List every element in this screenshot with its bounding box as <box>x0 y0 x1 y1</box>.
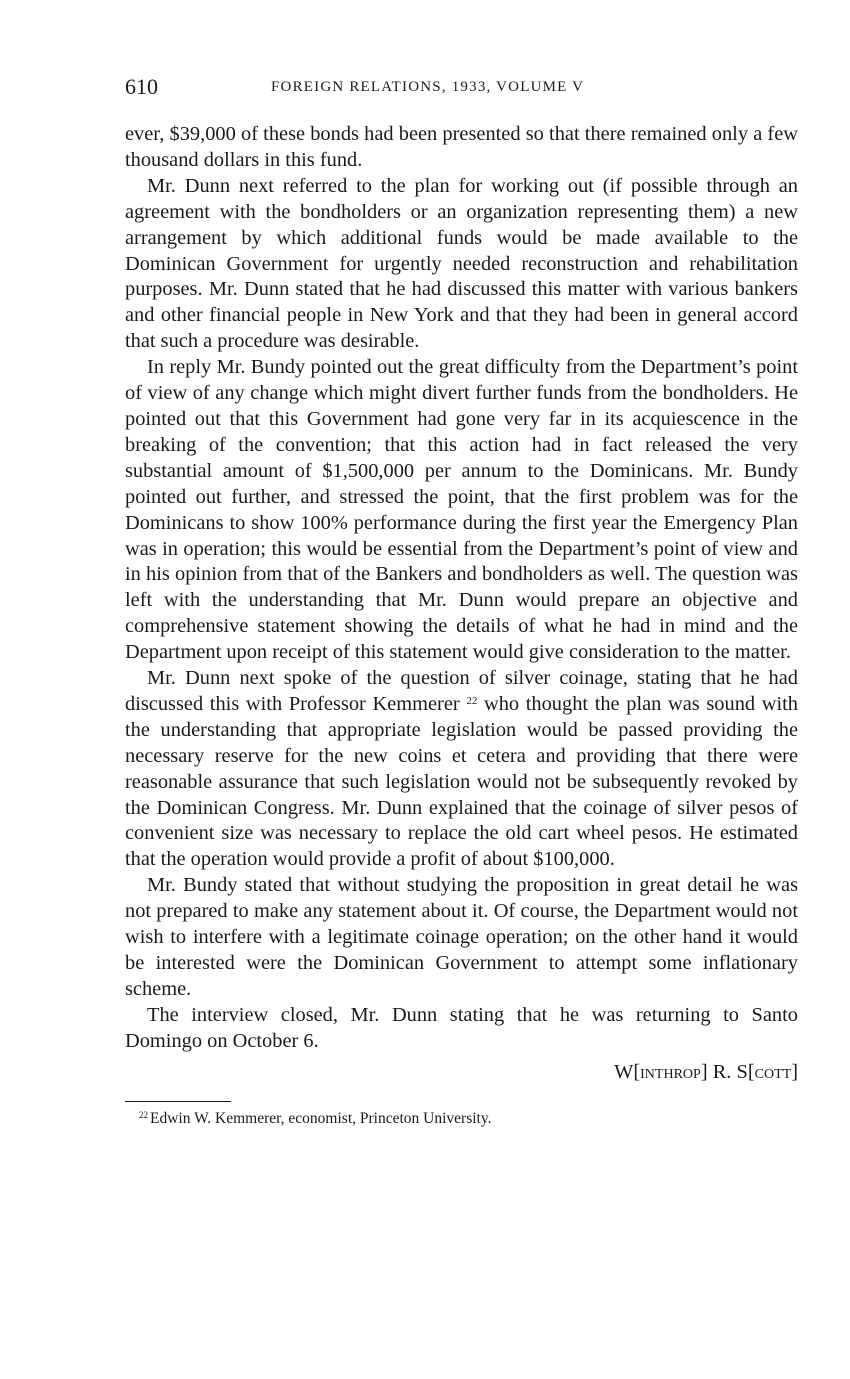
footnote-text: Edwin W. Kemmerer, economist, Princeton University. <box>150 1109 492 1127</box>
document-page <box>125 72 798 1130</box>
paragraph-4-start: Mr. Dunn next spoke of the question of silver coinage, stating that he had discussed this with Professor Kemmerer <box>125 667 798 715</box>
signature-first-name: inthrop <box>640 1060 701 1083</box>
signature-w: W[ <box>614 1060 641 1083</box>
signature-last-name: cott <box>754 1060 792 1083</box>
running-head: FOREIGN RELATIONS, 1933, VOLUME V <box>271 79 585 95</box>
paragraph-1: ever, $39,000 of these bonds had been presented so that there remained only a few thousand dollars in this fund. <box>125 123 798 171</box>
paragraph-4 <box>125 666 798 873</box>
footnote-reference[interactable]: 22 <box>466 694 478 707</box>
footnote-number: 22 <box>139 1109 148 1120</box>
body-text <box>125 122 798 1055</box>
paragraph-6: The interview closed, Mr. Dunn stating that he was returning to Santo Domingo on October 6. <box>125 1003 798 1052</box>
paragraph-2: Mr. Dunn next referred to the plan for working out (if possible through an agreement with the bondholders or an organization representing them) a new arrangement by which additional funds would be made available to the Dominican Government for urgently needed reconstruction and rehabilitation purposes. Mr. Dunn stated that he had discussed this matter with various bankers and other financial people in New York and that they had been in general accord that such a procedure was desirable. <box>125 174 798 353</box>
paragraph-4-end: who thought the plan was sound with the understanding that appropriate legislation would be passed providing the necessary reserve for the new coins et cetera and providing that there were reasonable assurance that such legislation would not be subsequently revoked by the Dominican Congress. Mr. Dunn explained that the coinage of silver pesos of convenient size was necessary to replace the old cart wheel pesos. He estimated that the operation would provide a profit of about $100,000. <box>125 692 798 871</box>
footnote-divider <box>125 1101 231 1102</box>
paragraph-3: In reply Mr. Bundy pointed out the great difficulty from the Department’s point of view of any change which might divert further funds from the bondholders. He pointed out that this Government had gone very far in its acquiescence in the breaking of the convention; that this action had in fact released the very substantial amount of $1,500,000 per annum to the Dominicans. Mr. Bundy pointed out further, and stressed the point, that the first problem was for the Dominicans to show 100% performance during the first year the Emergency Plan was in operation; this would be essential from the Department’s point of view and in his opinion from that of the Bankers and bondholders as well. The question was left with the understanding that Mr. Dunn would prepare an objective and comprehensive statement showing the details of what he had in mind and the Department upon receipt of this statement would give consideration to the matter. <box>125 356 798 664</box>
paragraph-5: Mr. Bundy stated that without studying the proposition in great detail he was not prepared to make any statement about it. Of course, the Department would not wish to interfere with a legitimate coinage operation; on the other hand it would be interested were the Dominican Government to attempt some inflationary scheme. <box>125 874 798 1000</box>
page-number: 610 <box>125 74 158 99</box>
signature <box>125 1060 798 1086</box>
footnote <box>125 1108 798 1130</box>
page-header <box>125 72 798 102</box>
signature-end: ] <box>791 1060 798 1083</box>
signature-middle: ] R. S[ <box>700 1060 755 1083</box>
